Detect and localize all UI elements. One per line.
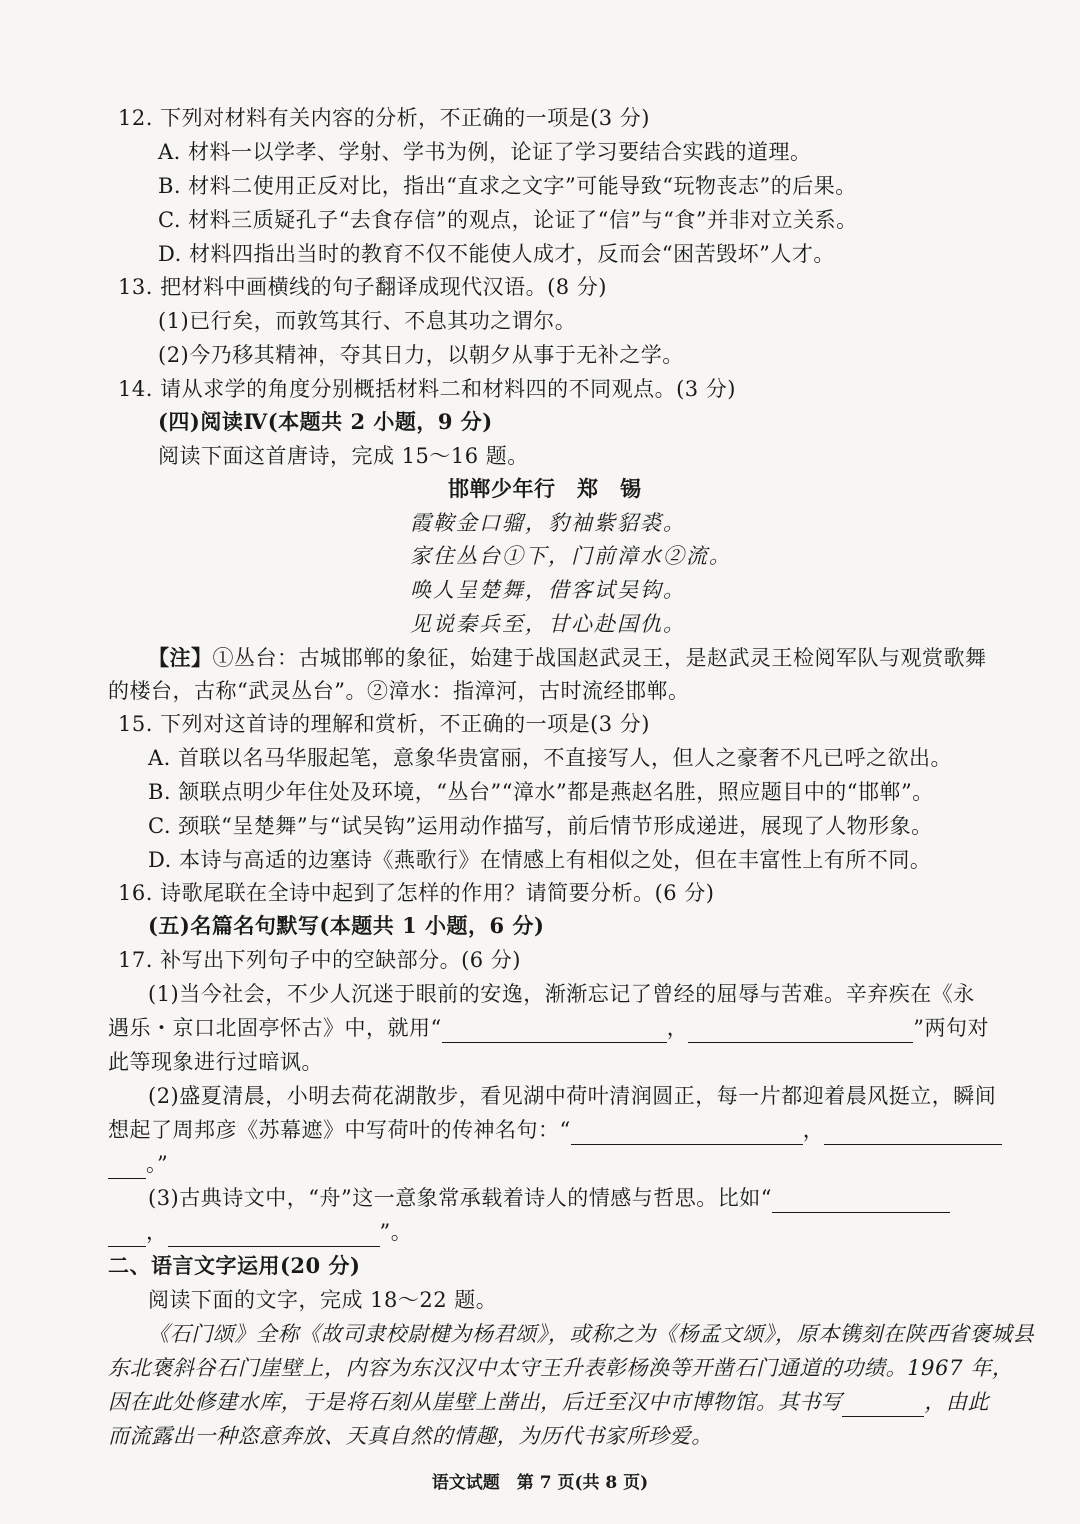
q13-sentence-2: (2)今乃移其精神，夺其日力，以朝夕从事于无补之学。 xyxy=(158,343,684,367)
q17-p1-text-a: 遇乐・京口北固亭怀古》中，就用“ xyxy=(108,1016,442,1040)
q17-p2-text-a: 想起了周邦彦《苏幕遮》中写荷叶的传神名句：“ xyxy=(108,1118,571,1142)
q17-p3-text-a: (3)古典诗文中，“舟”这一意象常承载着诗人的情感与哲思。比如“ xyxy=(148,1186,772,1210)
q17-p3-text-c: ”。 xyxy=(379,1220,413,1244)
page-footer: 语文试题 第 7 页(共 8 页) xyxy=(431,1473,649,1493)
passage-line-4: 而流露出一种恣意奔放、天真自然的情趣，为历代书家所珍爱。 xyxy=(108,1424,713,1448)
passage-line-2: 东北褒斜谷石门崖壁上，内容为东汉汉中太守王升表彰杨涣等开凿石门通道的功绩。1967 年， xyxy=(108,1356,1014,1380)
fill-blank[interactable] xyxy=(108,1224,146,1247)
q17-p2-line-1: (2)盛夏清晨，小明去荷花湖散步，看见湖中荷叶清润圆正，每一片都迎着晨风挺立，瞬间 xyxy=(148,1084,997,1108)
q17-p2-text-b: ， xyxy=(802,1118,825,1142)
q17-p1-line-3: 此等现象进行过暗讽。 xyxy=(108,1050,323,1074)
q17-p1-text-c: ”两句对 xyxy=(913,1016,989,1040)
q17-p1-line-2 xyxy=(108,1013,989,1043)
passage-text-a: 因在此处修建水库，于是将石刻从崖壁上凿出，后迁至汉中市博物馆。其书写 xyxy=(108,1390,843,1414)
section4-heading: (四)阅读Ⅳ(本题共 2 小题，9 分) xyxy=(158,409,493,434)
q12-option-d: D. 材料四指出当时的教育不仅不能使人成才，反而会“困苦毁坏”人才。 xyxy=(158,242,835,266)
note-label: 【注】 xyxy=(148,645,213,670)
q17-p1-text-b: ， xyxy=(666,1016,689,1040)
fill-blank[interactable] xyxy=(108,1156,146,1179)
q17-p3-line-1 xyxy=(148,1183,950,1213)
q17-p3-text-b: ， xyxy=(146,1220,168,1244)
fill-blank[interactable] xyxy=(842,1394,924,1417)
q16-stem: 16. 诗歌尾联在全诗中起到了怎样的作用？请简要分析。(6 分) xyxy=(118,881,715,905)
q15-option-a: A. 首联以名马华服起笔，意象华贵富丽，不直接写人，但人之豪奢不凡已呼之欲出。 xyxy=(148,746,953,770)
section2-intro: 阅读下面的文字，完成 18～22 题。 xyxy=(148,1288,498,1312)
poem-line: 家住丛台①下，门前漳水②流。 xyxy=(410,544,732,568)
q17-p2-line-2 xyxy=(108,1115,1002,1145)
passage-line-3 xyxy=(108,1387,989,1417)
fill-blank[interactable] xyxy=(442,1020,667,1043)
q17-p3-line-2 xyxy=(108,1217,412,1247)
poem-line: 唤人呈楚舞，借客试吴钩。 xyxy=(410,578,686,602)
fill-blank[interactable] xyxy=(688,1020,913,1043)
passage-line-1: 《石门颂》全称《故司隶校尉楗为杨君颂》，或称之为《杨孟文颂》，原本镌刻在陕西省褒城县 xyxy=(148,1322,1035,1346)
section2-heading: 二、语言文字运用(20 分) xyxy=(108,1253,361,1278)
fill-blank[interactable] xyxy=(168,1224,380,1247)
q13-sentence-1: (1)已行矣，而敦笃其行、不息其功之谓尔。 xyxy=(158,309,577,333)
q17-stem: 17. 补写出下列句子中的空缺部分。(6 分) xyxy=(118,948,521,972)
poem-note-line-1 xyxy=(148,643,987,673)
poem-line: 见说秦兵至，甘心赴国仇。 xyxy=(410,612,686,636)
q17-p2-line-3 xyxy=(108,1149,168,1179)
section4-intro: 阅读下面这首唐诗，完成 15～16 题。 xyxy=(158,444,529,468)
q12-stem: 12. 下列对材料有关内容的分析，不正确的一项是(3 分) xyxy=(118,106,650,130)
q15-option-b: B. 颔联点明少年住处及环境，“丛台”“漳水”都是燕赵名胜，照应题目中的“邯郸”。 xyxy=(148,780,934,804)
q12-option-c: C. 材料三质疑孔子“去食存信”的观点，论证了“信”与“食”并非对立关系。 xyxy=(158,208,858,232)
q17-p2-text-c: 。” xyxy=(146,1152,169,1176)
section5-heading: (五)名篇名句默写(本题共 1 小题，6 分) xyxy=(148,913,545,938)
q15-option-c: C. 颈联“呈楚舞”与“试吴钩”运用动作描写，前后情节形成递进，展现了人物形象。 xyxy=(148,814,933,838)
poem-line: 霞鞍金口骝，豹袖紫貂裘。 xyxy=(410,511,686,535)
q14-stem: 14. 请从求学的角度分别概括材料二和材料四的不同观点。(3 分) xyxy=(118,377,736,401)
fill-blank[interactable] xyxy=(824,1122,1002,1145)
poem-note-line-2: 的楼台，古称“武灵丛台”。②漳水：指漳河，古时流经邯郸。 xyxy=(108,679,690,703)
fill-blank[interactable] xyxy=(772,1190,950,1213)
q12-option-a: A. 材料一以学孝、学射、学书为例，论证了学习要结合实践的道理。 xyxy=(158,140,812,164)
q15-option-d: D. 本诗与高适的边塞诗《燕歌行》在情感上有相似之处，但在丰富性上有所不同。 xyxy=(148,848,932,872)
passage-text-b: ，由此 xyxy=(924,1390,990,1414)
poem-title: 邯郸少年行 郑 锡 xyxy=(448,476,642,501)
fill-blank[interactable] xyxy=(571,1122,803,1145)
note-text-1: ①丛台：古城邯郸的象征，始建于战国赵武灵王，是赵武灵王检阅军队与观赏歌舞 xyxy=(212,646,987,670)
q17-p1-line-1: (1)当今社会，不少人沉迷于眼前的安逸，渐渐忘记了曾经的屈辱与苦难。辛弃疾在《永 xyxy=(148,982,975,1006)
q15-stem: 15. 下列对这首诗的理解和赏析，不正确的一项是(3 分) xyxy=(118,712,650,736)
q13-stem: 13. 把材料中画横线的句子翻译成现代汉语。(8 分) xyxy=(118,275,607,299)
q12-option-b: B. 材料二使用正反对比，指出“直求之文字”可能导致“玩物丧志”的后果。 xyxy=(158,174,857,198)
